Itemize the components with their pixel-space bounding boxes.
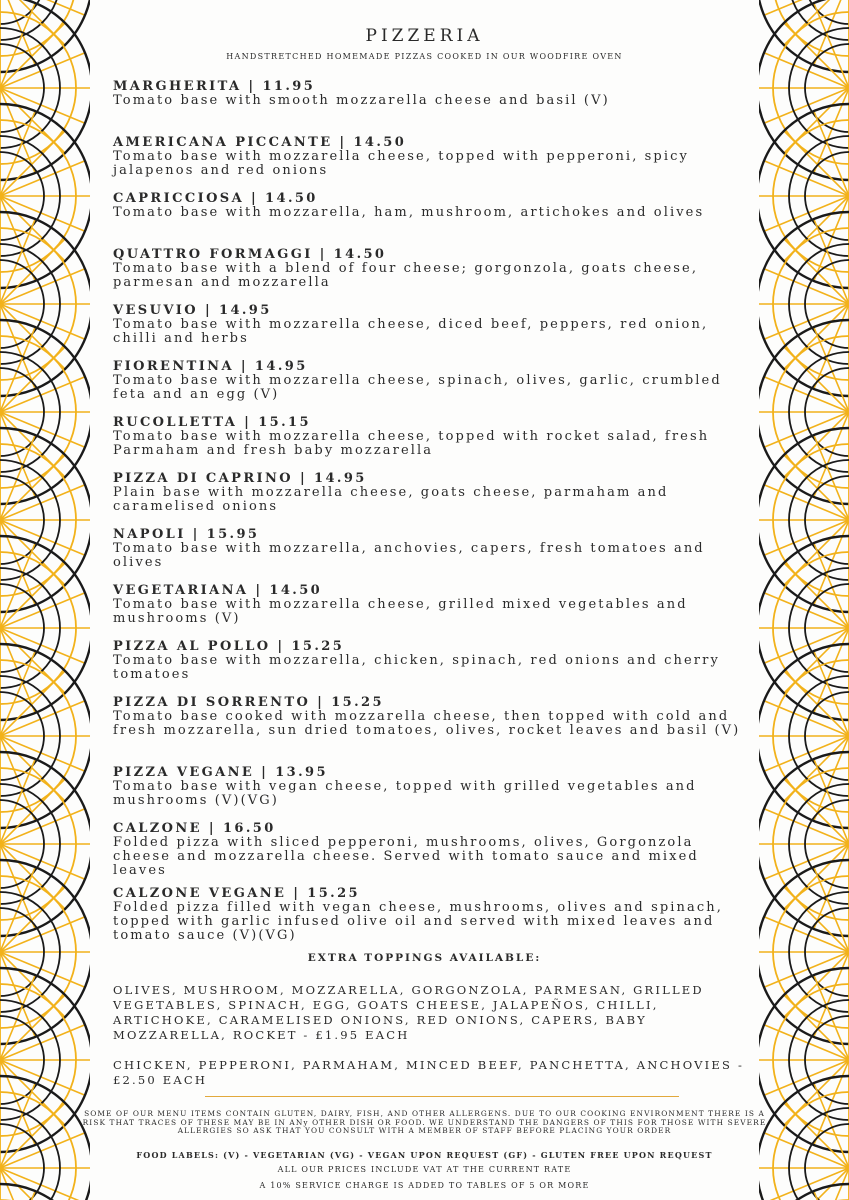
menu-item — [113, 472, 749, 528]
fan-motif — [0, 752, 90, 936]
fan-motif — [759, 644, 849, 828]
item-description: Tomato base with mozzarella, ham, mushroom, artichokes and olives — [113, 205, 705, 220]
page-title: PIZZERIA — [365, 26, 484, 46]
fan-motif — [759, 428, 849, 612]
fan-motif — [0, 212, 90, 396]
menu-item — [113, 696, 749, 766]
fan-motif — [759, 860, 849, 1044]
extras-title: EXTRA TOPPINGS AVAILABLE: — [307, 952, 542, 964]
item-name: FIORENTINA | 14.95 — [113, 359, 308, 374]
item-name: NAPOLI | 15.95 — [113, 527, 260, 542]
fan-motif — [0, 320, 90, 504]
item-description: Folded pizza with sliced pepperoni, mushrooms, olives, Gorgonzola cheese and mozzarella cheese. Served with tomato sauce and mixed leaves — [113, 835, 699, 878]
item-name: CAPRICCIOSA | 14.50 — [113, 191, 318, 206]
fan-motif — [0, 860, 90, 1044]
item-description: Tomato base with mozzarella cheese, topped with rocket salad, fresh Parmaham and fresh baby mozzarella — [113, 429, 710, 458]
menu-item — [113, 766, 749, 822]
fan-motif — [759, 968, 849, 1152]
item-description: Tomato base with smooth mozzarella cheese and basil (V) — [113, 93, 610, 108]
item-name: RUCOLLETTA | 15.15 — [113, 415, 311, 430]
vat-note: ALL OUR PRICES INCLUDE VAT AT THE CURRENT RATE — [277, 1165, 572, 1174]
item-name: VESUVIO | 14.95 — [113, 303, 272, 318]
fan-motif — [759, 104, 849, 288]
item-description: Tomato base with mozzarella cheese, grilled mixed vegetables and mushrooms (V) — [113, 597, 688, 626]
fan-motif — [0, 536, 90, 720]
item-description: Plain base with mozzarella cheese, goats cheese, parmaham and caramelised onions — [113, 485, 669, 514]
item-description: Tomato base with mozzarella, chicken, spinach, red onions and cherry tomatoes — [113, 653, 720, 682]
item-description: Tomato base with vegan cheese, topped with grilled vegetables and mushrooms (V)(VG) — [113, 779, 697, 808]
menu-item — [113, 136, 749, 192]
item-name: PIZZA AL POLLO | 15.25 — [113, 639, 345, 654]
item-description: Tomato base with a blend of four cheese; gorgonzola, goats cheese, parmesan and mozzarella — [113, 261, 699, 290]
divider — [205, 1096, 679, 1097]
menu-item — [113, 640, 749, 696]
item-name: CALZONE | 16.50 — [113, 821, 276, 836]
item-name: PIZZA DI CAPRINO | 14.95 — [113, 471, 367, 486]
menu-item — [113, 192, 749, 248]
page-subtitle: HANDSTRETCHED HOMEMADE PIZZAS COOKED IN OUR WOODFIRE OVEN — [226, 52, 623, 61]
menu-item — [113, 416, 749, 472]
menu-items — [113, 80, 749, 957]
menu-item — [113, 304, 749, 360]
service-charge-note: A 10% SERVICE CHARGE IS ADDED TO TABLES OF 5 OR MORE — [259, 1181, 590, 1190]
fan-motif — [759, 536, 849, 720]
fan-motif — [759, 752, 849, 936]
item-name: CALZONE VEGANE | 15.25 — [113, 886, 360, 901]
item-name: AMERICANA PICCANTE | 14.50 — [113, 135, 407, 150]
menu-item — [113, 528, 749, 584]
menu-item — [113, 822, 749, 887]
item-description: Tomato base cooked with mozzarella cheese, then topped with cold and fresh mozzarella, sun dried tomatoes, olives, rocket leaves and basil (V) — [113, 709, 741, 738]
item-description: Tomato base with mozzarella, anchovies, capers, fresh tomatoes and olives — [113, 541, 705, 570]
item-name: PIZZA DI SORRENTO | 15.25 — [113, 695, 384, 710]
menu-item — [113, 584, 749, 640]
menu-item — [113, 248, 749, 304]
item-description: Tomato base with mozzarella cheese, topped with pepperoni, spicy jalapenos and red onions — [113, 149, 689, 178]
fan-motif — [0, 104, 90, 288]
menu-item — [113, 80, 749, 136]
item-description: Tomato base with mozzarella cheese, diced beef, peppers, red onion, chilli and herbs — [113, 317, 709, 346]
item-description: Tomato base with mozzarella cheese, spinach, olives, garlic, crumbled feta and an egg (V) — [113, 373, 722, 402]
extras-list-1: OLIVES, MUSHROOM, MOZZARELLA, GORGONZOLA, PARMESAN, GRILLED VEGETABLES, SPINACH, EGG, GOATS CHEESE, JALAPEÑOS, CHILLI, ARTICHOKE, CARAMELISED ONIONS, RED ONIONS, CAPERS, BABY MOZZARELLA, ROCKET - £1.95 EACH — [113, 983, 704, 1042]
item-name: VEGETARIANA | 14.50 — [113, 583, 323, 598]
fan-motif — [0, 644, 90, 828]
item-name: QUATTRO FORMAGGI | 14.50 — [113, 247, 387, 262]
fan-motif — [759, 0, 849, 180]
food-labels: FOOD LABELS: (V) - VEGETARIAN (VG) - VEGAN UPON REQUEST (GF) - GLUTEN FREE UPON REQUEST — [136, 1150, 713, 1160]
left-decorative-border — [0, 0, 90, 1200]
item-name: MARGHERITA | 11.95 — [113, 79, 316, 94]
fan-motif — [0, 968, 90, 1152]
extras-list-2: CHICKEN, PEPPERONI, PARMAHAM, MINCED BEEF, PANCHETTA, ANCHOVIES - £2.50 EACH — [113, 1058, 745, 1087]
fan-motif — [0, 428, 90, 612]
menu-item — [113, 887, 749, 957]
menu-content — [82, 0, 767, 1200]
fan-motif — [759, 212, 849, 396]
allergen-notice: SOME OF OUR MENU ITEMS CONTAIN GLUTEN, DAIRY, FISH, AND OTHER ALLERGENS. DUE TO OUR COOKING ENVIRONMENT THERE IS A RISK THAT TRACES OF THESE MAY BE IN ANy OTHER DISH OR FOOD. WE UNDERSTAND THE DANGERS OF THIS FOR THOSE WITH SEVERE ALLERGIES SO ASK THAT YOU CONSULT WITH A MEMBER OF STAFF BEFORE PLACING YOUR ORDER — [82, 1109, 767, 1135]
item-description: Folded pizza filled with vegan cheese, mushrooms, olives and spinach, topped with garlic infused olive oil and served with mixed leaves and tomato sauce (V)(VG) — [113, 900, 723, 943]
right-decorative-border — [759, 0, 849, 1200]
menu-item — [113, 360, 749, 416]
fan-motif — [0, 0, 90, 180]
fan-motif — [759, 320, 849, 504]
item-name: PIZZA VEGANE | 13.95 — [113, 765, 328, 780]
